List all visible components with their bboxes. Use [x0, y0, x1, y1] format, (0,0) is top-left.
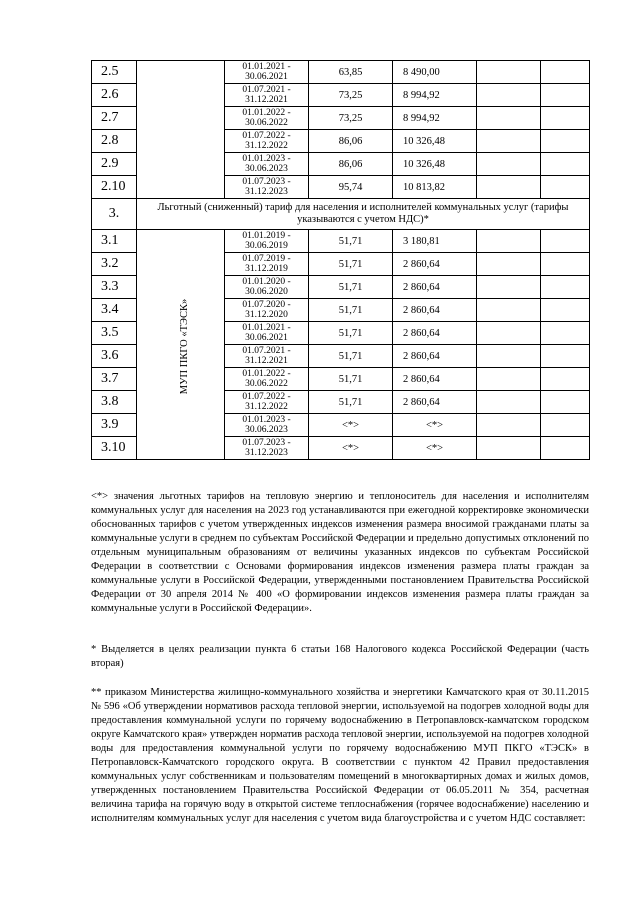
row-number: 2.6 — [92, 84, 137, 107]
row-number: 3.4 — [92, 299, 137, 322]
period-cell: 01.01.2021 - 30.06.2021 — [225, 322, 309, 345]
tariff-value-cell: <*> — [309, 414, 393, 437]
section-title: Льготный (сниженный) тариф для населения и исполнителей коммунальных услуг (тарифы указываются с учетом НДС)* — [137, 199, 590, 230]
tariff-value-cell: 8 994,92 — [393, 84, 477, 107]
period-cell: 01.07.2021 - 31.12.2021 — [225, 84, 309, 107]
row-number: 3.10 — [92, 437, 137, 460]
row-number: 3.9 — [92, 414, 137, 437]
table-row — [92, 230, 590, 253]
tariff-value-cell: 63,85 — [309, 61, 393, 84]
period-cell: 01.07.2020 - 31.12.2020 — [225, 299, 309, 322]
organization-cell — [137, 230, 225, 460]
tariff-value-cell: <*> — [393, 437, 477, 460]
tariff-value-cell: 86,06 — [309, 130, 393, 153]
tariff-value-cell: 8 490,00 — [393, 61, 477, 84]
tariff-value-cell: 51,71 — [309, 345, 393, 368]
tariff-value-cell: <*> — [393, 414, 477, 437]
tariff-value-cell: 10 326,48 — [393, 130, 477, 153]
row-number: 3.3 — [92, 276, 137, 299]
organization-cell-top — [137, 61, 225, 199]
tariff-value-cell: 95,74 — [309, 176, 393, 199]
tariff-value-cell: 2 860,64 — [393, 391, 477, 414]
tariff-value-cell: 73,25 — [309, 84, 393, 107]
footnote-star: <*> значения льготных тарифов на тепловую энергию и теплоноситель для населения и исполнителям коммунальных услуг для населения на 2023 год устанавливаются при ежегодной корректировке экономически обоснованных тарифов с учетом утвержденных индексов изменения размера вносимой гражданами платы за коммунальные услуги в среднем по субъектам Российской Федерации и предельно допустимых отклонений по отдельным муниципальным образованиям от величины указанных индексов по субъектам Российской Федерации в соответствии с Основами формирования индексов изменения размера платы граждан за коммунальные услуги в Российской Федерации, утвержденными постановлением Правительства Российской Федерации от 30 апреля 2014 № 400 «О формировании индексов изменения размера платы граждан за коммунальные услуги в Российской Федерации». — [91, 491, 589, 614]
tariff-value-cell: <*> — [309, 437, 393, 460]
period-cell: 01.07.2023 - 31.12.2023 — [225, 437, 309, 460]
note-order: ** приказом Министерства жилищно-коммунального хозяйства и энергетики Камчатского края от 30.11.2015 № 596 «Об утверждении нормативов расхода тепловой энергии, используемой на подогрев холодной воды для предоставления коммунальной услуги по горячему водоснабжению в Петропавловск-камчатском городском округе Камчатского края» утвержден норматив расхода тепловой энергии, используемой на подогрев холодной воды для предоставления коммунальной услуги по горячему водоснабжению МУП ПКГО «ТЭСК» в Петропавловск-Камчатского городского округа. В соответствии с пунктом 42 Правил предоставления коммунальных услуг собственникам и пользователям помещений в многоквартирных домах и жилых домов, утвержденных постановлением Правительства Российской Федерации от 06.05.2011 № 354, расчетная величина тарифа на горячую воду в открытой системе теплоснабжения (горячее водоснабжение) населению и исполнителям коммунальных услуг для населения с учетом вида благоустройства и с учетом НДС составляет: — [91, 687, 589, 824]
row-number: 2.8 — [92, 130, 137, 153]
row-number: 2.7 — [92, 107, 137, 130]
period-cell: 01.01.2021 - 30.06.2021 — [225, 61, 309, 84]
tariff-value-cell: 86,06 — [309, 153, 393, 176]
row-number: 2.10 — [92, 176, 137, 199]
tariff-value-cell: 3 180,81 — [393, 230, 477, 253]
tariff-table — [91, 60, 590, 460]
row-number: 3.6 — [92, 345, 137, 368]
tariff-value-cell: 51,71 — [309, 391, 393, 414]
section-number: 3. — [92, 199, 137, 230]
row-number: 3.5 — [92, 322, 137, 345]
tariff-value-cell: 51,71 — [309, 322, 393, 345]
note-vat: * Выделяется в целях реализации пункта 6 статьи 168 Налогового кодекса Российской Федерации (часть вторая) — [91, 644, 589, 669]
tariff-value-cell: 8 994,92 — [393, 107, 477, 130]
tariff-value-cell: 51,71 — [309, 253, 393, 276]
period-cell: 01.07.2022 - 31.12.2022 — [225, 130, 309, 153]
period-cell: 01.01.2019 - 30.06.2019 — [225, 230, 309, 253]
period-cell: 01.07.2019 - 31.12.2019 — [225, 253, 309, 276]
period-cell: 01.01.2022 - 30.06.2022 — [225, 107, 309, 130]
tariff-value-cell: 2 860,64 — [393, 345, 477, 368]
period-cell: 01.01.2020 - 30.06.2020 — [225, 276, 309, 299]
tariff-value-cell: 2 860,64 — [393, 253, 477, 276]
tariff-value-cell: 2 860,64 — [393, 276, 477, 299]
tariff-value-cell: 51,71 — [309, 230, 393, 253]
tariff-value-cell: 2 860,64 — [393, 368, 477, 391]
tariff-value-cell: 51,71 — [309, 299, 393, 322]
period-cell: 01.07.2021 - 31.12.2021 — [225, 345, 309, 368]
table-row — [92, 61, 590, 84]
row-number: 3.8 — [92, 391, 137, 414]
row-number: 3.1 — [92, 230, 137, 253]
row-number: 2.9 — [92, 153, 137, 176]
organization-name: МУП ПКГО «ТЭСК» — [179, 298, 191, 394]
period-cell: 01.07.2023 - 31.12.2023 — [225, 176, 309, 199]
period-cell: 01.07.2022 - 31.12.2022 — [225, 391, 309, 414]
tariff-value-cell: 2 860,64 — [393, 299, 477, 322]
row-number: 2.5 — [92, 61, 137, 84]
tariff-value-cell: 51,71 — [309, 368, 393, 391]
tariff-value-cell: 73,25 — [309, 107, 393, 130]
tariff-value-cell: 10 326,48 — [393, 153, 477, 176]
period-cell: 01.01.2022 - 30.06.2022 — [225, 368, 309, 391]
row-number: 3.7 — [92, 368, 137, 391]
section-header-row — [92, 199, 590, 230]
row-number: 3.2 — [92, 253, 137, 276]
period-cell: 01.01.2023 - 30.06.2023 — [225, 153, 309, 176]
tariff-value-cell: 2 860,64 — [393, 322, 477, 345]
tariff-value-cell: 10 813,82 — [393, 176, 477, 199]
tariff-value-cell: 51,71 — [309, 276, 393, 299]
period-cell: 01.01.2023 - 30.06.2023 — [225, 414, 309, 437]
